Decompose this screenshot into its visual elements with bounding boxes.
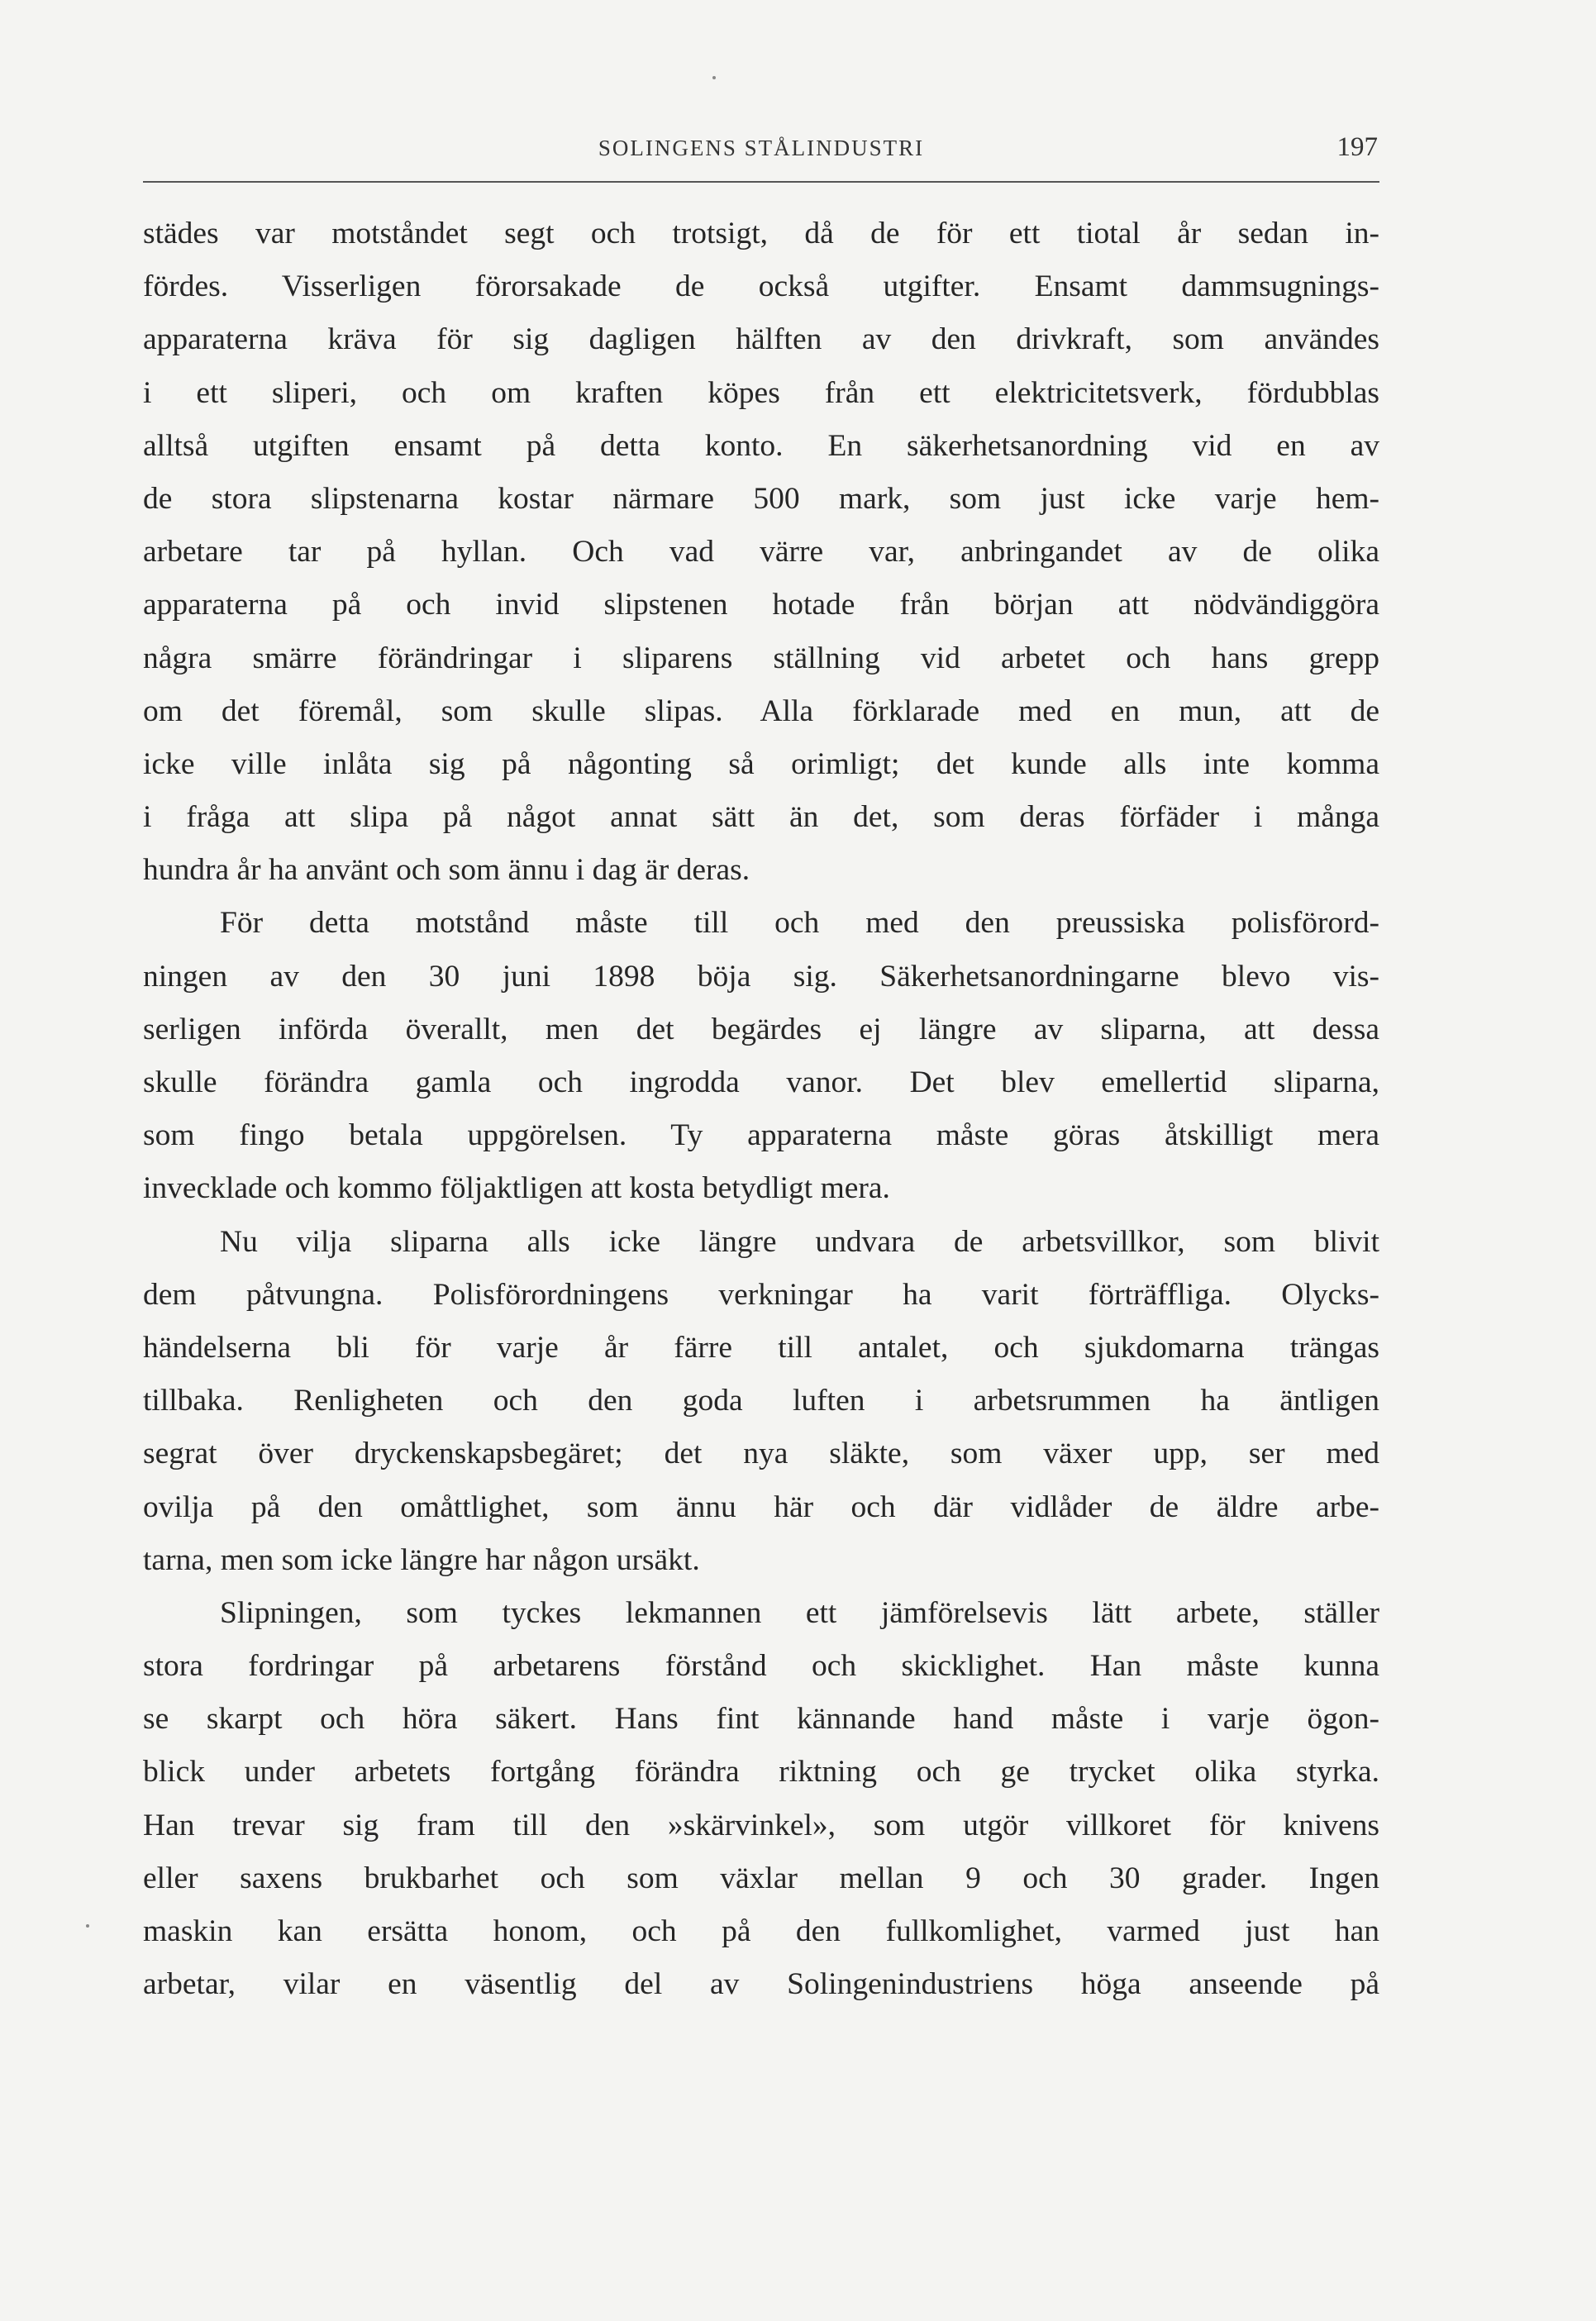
text-line: tillbaka. Renligheten och den goda luften i arbetsrummen ha äntligen: [143, 1384, 1379, 1418]
header-rule: [143, 181, 1379, 183]
text-line: fördes. Visserligen förorsakade de också utgifter. Ensamt dammsugnings-: [143, 269, 1379, 304]
text-line: Slipningen, som tyckes lekmannen ett jämförelsevis lätt arbete, ställer: [220, 1595, 1379, 1630]
text-line: ovilja på den omåttlighet, som ännu här och där vidlåder de äldre arbe-: [143, 1489, 1379, 1524]
text-line: dem påtvungna. Polisförordningens verkningar ha varit förträffliga. Olycks-: [143, 1277, 1379, 1312]
text-line: icke ville inlåta sig på någonting så orimligt; det kunde alls inte komma: [143, 746, 1379, 781]
text-line: ningen av den 30 juni 1898 böja sig. Säkerhetsanordningarne blevo vis-: [143, 959, 1379, 994]
text-line: i fråga att slipa på något annat sätt än det, som deras förfäder i många: [143, 800, 1379, 835]
text-line: eller saxens brukbarhet och som växlar mellan 9 och 30 grader. Ingen: [143, 1861, 1379, 1895]
text-line: Nu vilja sliparna alls icke längre undvara de arbetsvillkor, som blivit: [220, 1224, 1379, 1259]
text-line: städes var motståndet segt och trotsigt, då de för ett tiotal år sedan in-: [143, 217, 1379, 250]
page-header: [143, 132, 1379, 172]
text-line: skulle förändra gamla och ingrodda vanor. Det blev emellertid sliparna,: [143, 1065, 1379, 1099]
text-line: maskin kan ersätta honom, och på den fullkomlighet, varmed just han: [143, 1914, 1379, 1948]
text-line: arbetar, vilar en väsentlig del av Solingenindustriens höga anseende på: [143, 1967, 1379, 2002]
running-title: SOLINGENS STÅLINDUSTRI: [598, 136, 925, 160]
text-line: stora fordringar på arbetarens förstånd och skicklighet. Han måste kunna: [143, 1649, 1379, 1684]
text-line: som fingo betala uppgörelsen. Ty apparaterna måste göras åtskilligt mera: [143, 1118, 1379, 1153]
page-number: 197: [1336, 132, 1378, 162]
text-line: alltså utgiften ensamt på detta konto. En säkerhetsanordning vid en av: [143, 428, 1379, 463]
text-line: arbetare tar på hyllan. Och vad värre var, anbringandet av de olika: [143, 535, 1379, 570]
text-line: om det föremål, som skulle slipas. Alla förklarade med en mun, att de: [143, 693, 1379, 728]
text-line: apparaterna kräva för sig dagligen hälften av den drivkraft, som användes: [143, 322, 1379, 357]
text-line: För detta motstånd måste till och med den preussiska polisförord-: [220, 906, 1379, 941]
text-line: i ett sliperi, och om kraften köpes från ett elektricitetsverk, fördubblas: [143, 375, 1379, 410]
text-line: serligen införda överallt, men det begärdes ej längre av sliparna, att dessa: [143, 1012, 1379, 1046]
paper-speck: [712, 76, 716, 79]
paper-speck: [86, 1924, 89, 1928]
body-text: [143, 207, 1379, 2011]
text-line: Han trevar sig fram till den »skärvinkel», som utgör villkoret för knivens: [143, 1808, 1379, 1842]
text-line: tarna, men som icke längre har någon ursäkt.: [143, 1542, 700, 1577]
text-line: de stora slipstenarna kostar närmare 500 mark, som just icke varje hem-: [143, 481, 1379, 516]
text-line: apparaterna på och invid slipstenen hotade från början att nödvändiggöra: [143, 588, 1379, 622]
text-line: invecklade och kommo följaktligen att kosta betydligt mera.: [143, 1171, 890, 1206]
text-line: blick under arbetets fortgång förändra riktning och ge trycket olika styrka.: [143, 1755, 1379, 1790]
text-line: händelserna bli för varje år färre till antalet, och sjukdomarna trängas: [143, 1330, 1379, 1365]
text-line: se skarpt och höra säkert. Hans fint kännande hand måste i varje ögon-: [143, 1702, 1379, 1737]
text-line: några smärre förändringar i sliparens ställning vid arbetet och hans grepp: [143, 641, 1379, 675]
text-line: hundra år ha använt och som ännu i dag är deras.: [143, 853, 750, 888]
text-line: segrat över dryckenskapsbegäret; det nya släkte, som växer upp, ser med: [143, 1437, 1379, 1471]
